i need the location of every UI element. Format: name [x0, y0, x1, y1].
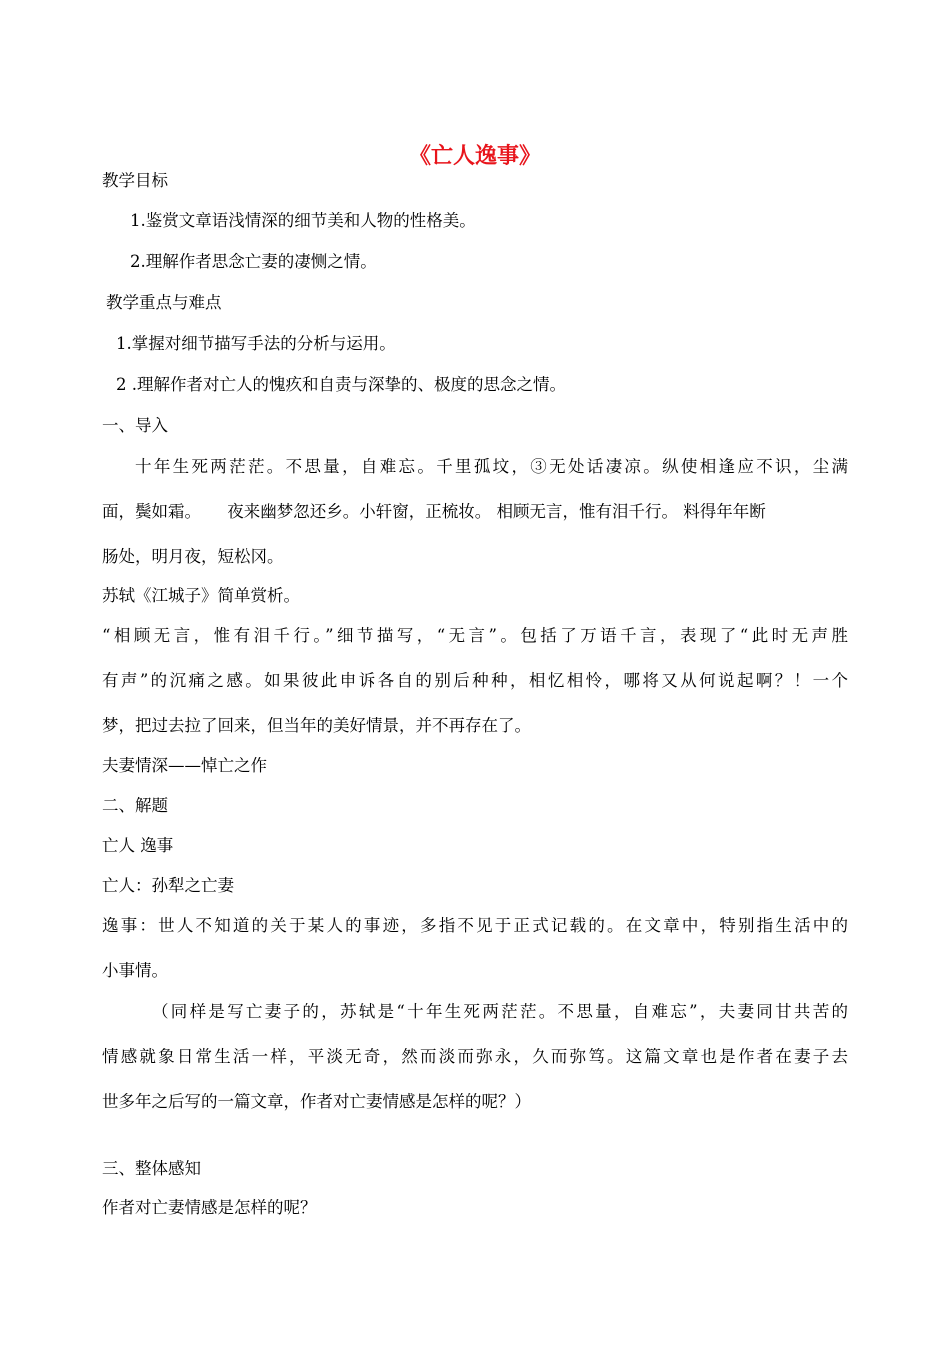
title-parts: 亡人 逸事 — [102, 836, 174, 855]
poem-line-1: 十年生死两茫茫。不思量，自难忘。千里孤坟，③无处话凄凉。纵使相逢应不识，尘满 — [135, 457, 848, 476]
key-point-2: 2 .理解作者对亡人的愧疚和自责与深挚的、极度的思念之情。 — [116, 375, 566, 394]
note-line-1: （同样是写亡妻子的，苏轼是“十年生死两茫茫。不思量，自难忘”，夫妻同甘共苦的 — [152, 1002, 848, 1021]
section-1-heading: 一、导入 — [102, 416, 168, 435]
section-3-heading: 三、整体感知 — [102, 1159, 201, 1178]
heading-teaching-goals: 教学目标 — [102, 171, 168, 190]
definition-wangren: 亡人：孙犁之亡妻 — [102, 876, 234, 895]
question-line: 作者对亡妻情感是怎样的呢？ — [102, 1198, 317, 1217]
poem-source: 苏轼《江城子》简单赏析。 — [102, 586, 300, 605]
analysis-line-3: 梦，把过去拉了回来，但当年的美好情景，并不再存在了。 — [102, 716, 531, 735]
goal-item-2: 2.理解作者思念亡妻的凄恻之情。 — [130, 252, 377, 271]
heading-key-points: 教学重点与难点 — [106, 293, 222, 312]
document-title: 《亡人逸事》 — [408, 143, 541, 169]
definition-yishi-line-2: 小事情。 — [102, 961, 168, 980]
theme-line: 夫妻情深——悼亡之作 — [102, 756, 267, 775]
note-line-2: 情感就象日常生活一样，平淡无奇，然而淡而弥永，久而弥笃。这篇文章也是作者在妻子去 — [102, 1047, 848, 1066]
goal-item-1: 1.鉴赏文章语浅情深的细节美和人物的性格美。 — [130, 211, 476, 230]
key-point-1: 1.掌握对细节描写手法的分析与运用。 — [116, 334, 396, 353]
analysis-line-2: 有声”的沉痛之感。如果彼此申诉各自的别后种种，相忆相怜，哪将又从何说起啊？！一个 — [102, 671, 848, 690]
poem-line-3: 肠处，明月夜，短松冈。 — [102, 547, 284, 566]
note-line-3: 世多年之后写的一篇文章，作者对亡妻情感是怎样的呢？） — [102, 1092, 531, 1111]
section-2-heading: 二、解题 — [102, 796, 168, 815]
definition-yishi-line-1: 逸事：世人不知道的关于某人的事迹，多指不见于正式记载的。在文章中，特别指生活中的 — [102, 916, 848, 935]
analysis-line-1: “相顾无言，惟有泪千行。”细节描写，“无言”。包括了万语千言，表现了“此时无声胜 — [102, 626, 848, 645]
poem-line-2: 面，鬓如霜。 夜来幽梦忽还乡。小轩窗，正梳妆。 相顾无言，惟有泪千行。 料得年年断 — [102, 502, 766, 521]
